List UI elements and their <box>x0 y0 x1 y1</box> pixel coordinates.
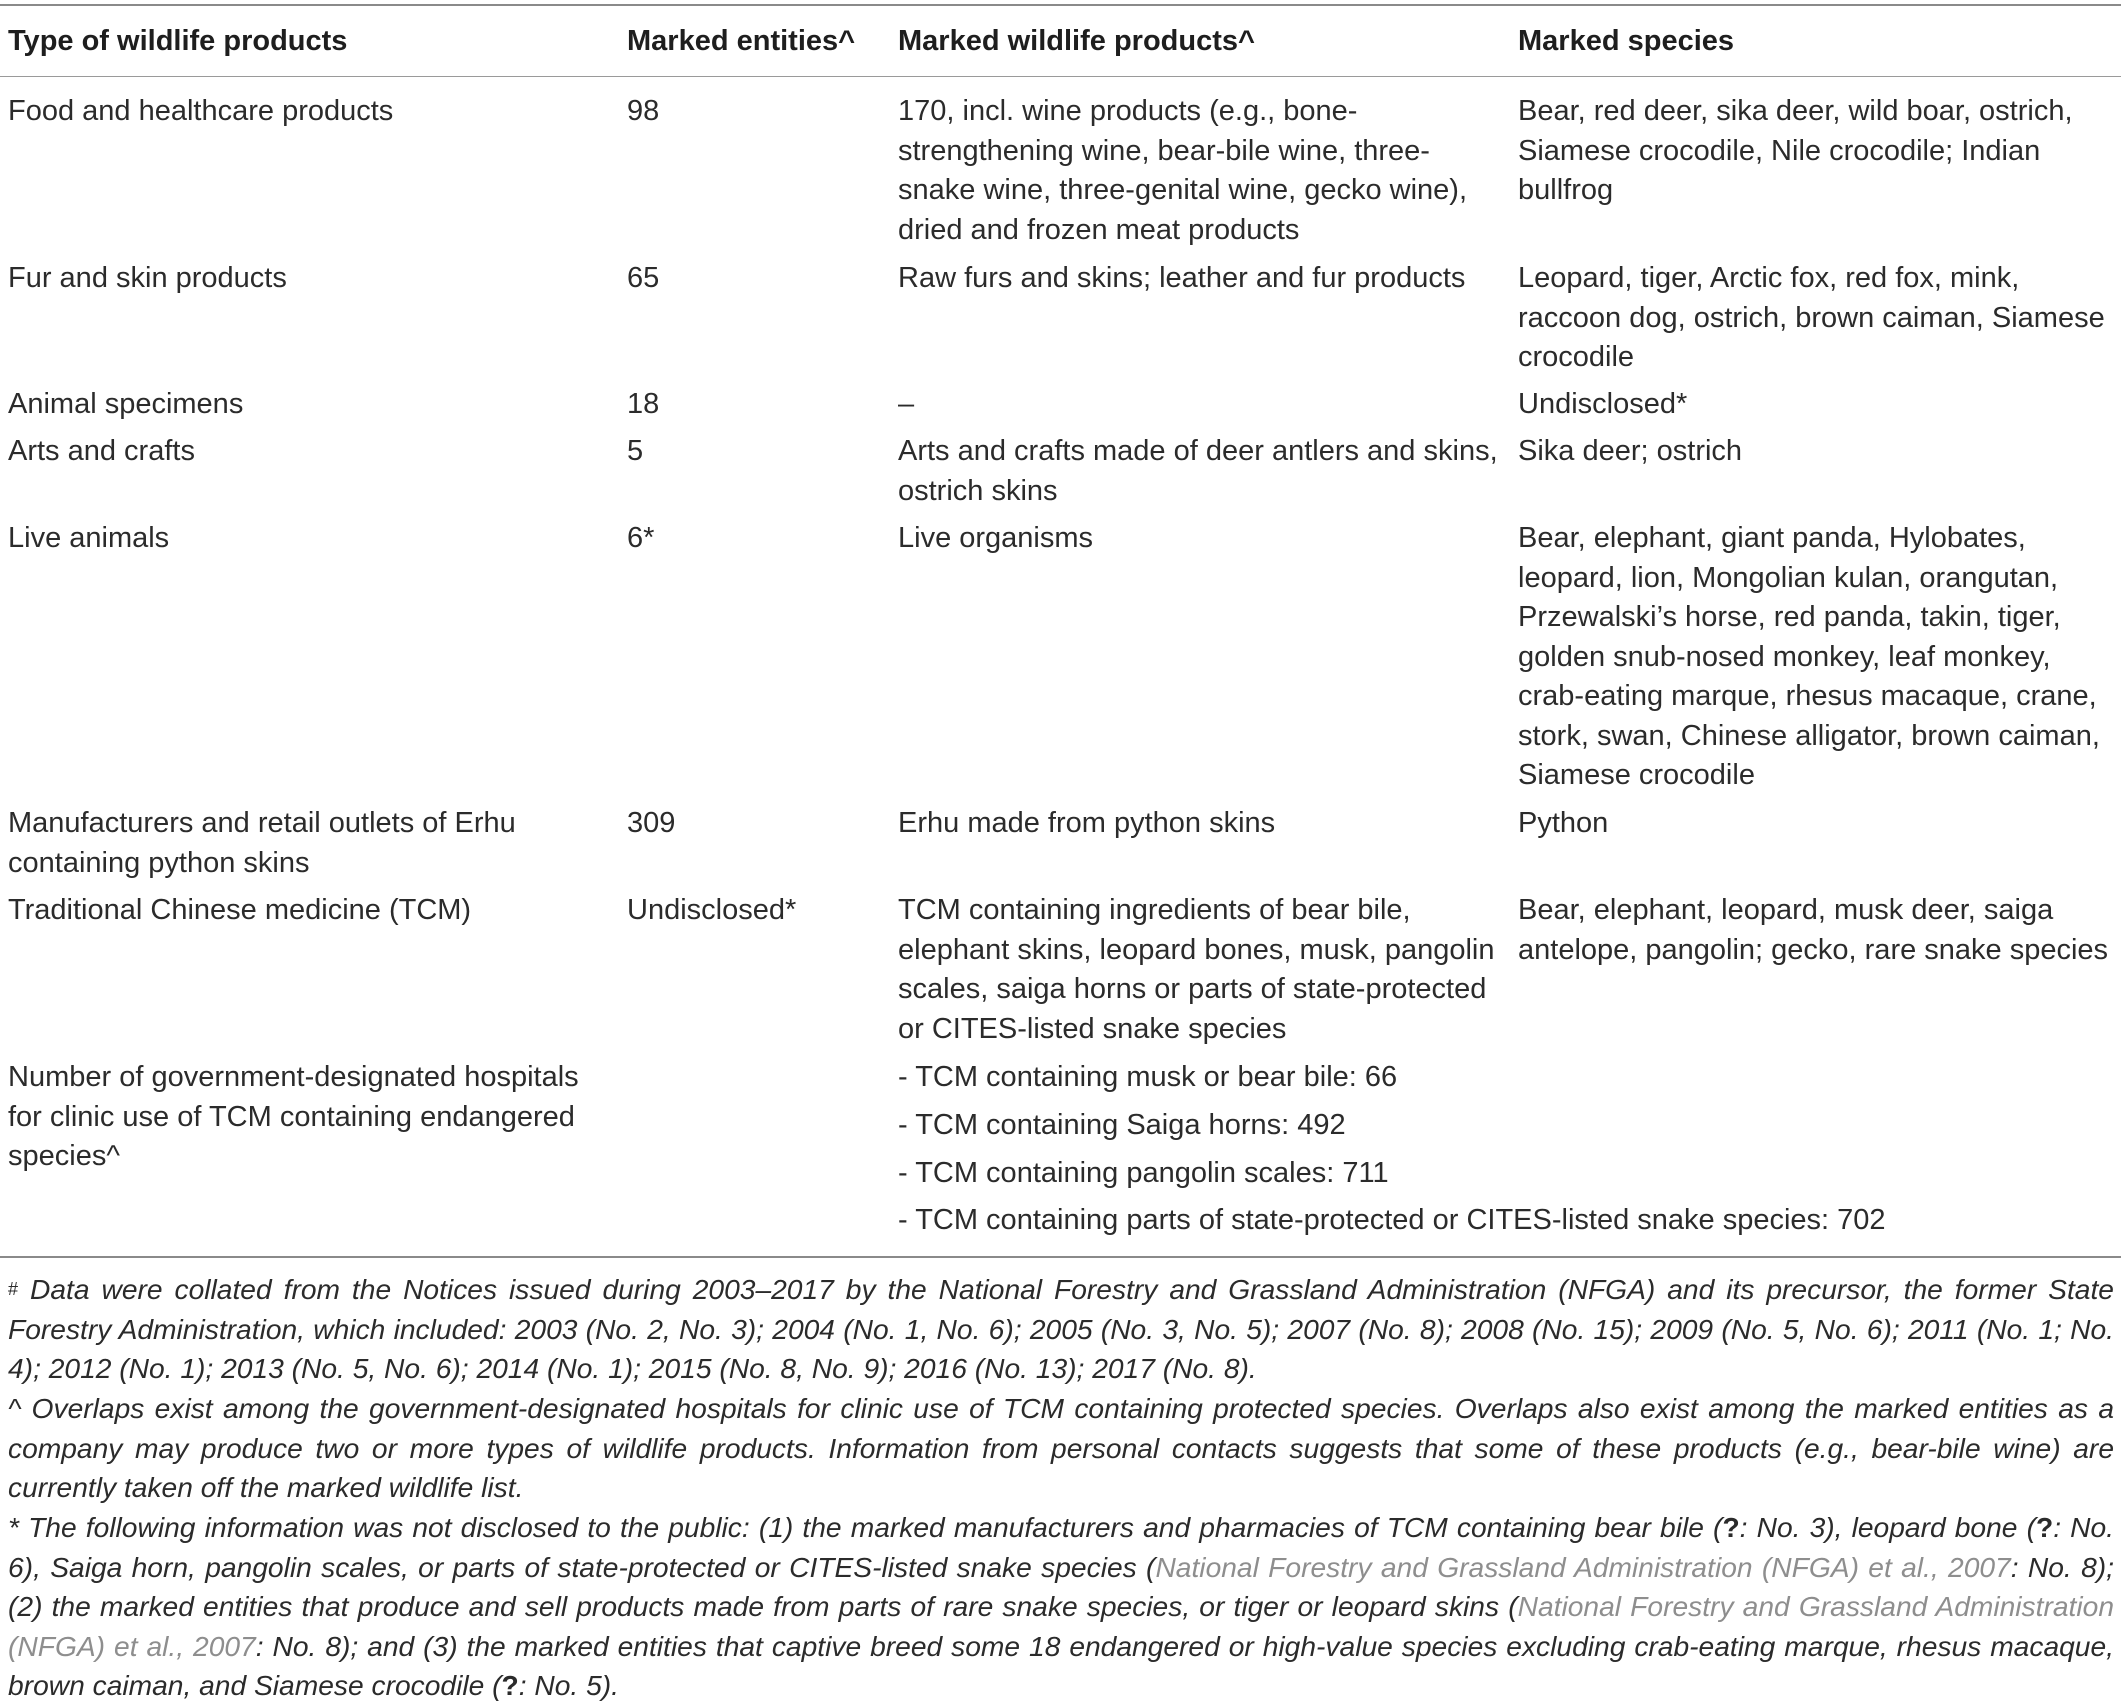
footnote-overlaps: ^ Overlaps exist among the government-designated hospitals for clinic use of TCM containing protected species. Overlaps also exist among the marked entities as a company may produce two or more types of wildlife products. Information from personal contacts suggests that some of these products (e.g., bear-bile wine) are currently taken off the marked wildlife list. <box>8 1392 2114 1503</box>
row-arts-products: Arts and crafts made of deer antlers and skins, ostrich skins <box>898 435 1498 507</box>
row-specimens-entities: 18 <box>627 388 660 420</box>
row-fur-entities: 65 <box>627 262 660 294</box>
hospital-item-musk: - TCM containing musk or bear bile: 66 <box>898 1061 1398 1093</box>
citation-link-nfga-2[interactable]: National Forestry and Grassland Administration (NFGA) et al., 2007 <box>8 1590 2114 1662</box>
missing-citation-icon: ? <box>2035 1511 2054 1543</box>
footnote-undisclosed <box>8 1508 2114 1706</box>
row-arts-type: Arts and crafts <box>8 435 195 467</box>
hospital-item-saiga: - TCM containing Saiga horns: 492 <box>898 1109 1346 1141</box>
header-divider <box>0 76 2121 77</box>
row-arts-entities: 5 <box>627 435 644 467</box>
row-food-entities: 98 <box>627 95 660 127</box>
row-fur-type: Fur and skin products <box>8 262 287 294</box>
row-live-products: Live organisms <box>898 522 1094 554</box>
table-bottom-rule <box>0 1256 2121 1258</box>
footnote-undisclosed-a: * The following information was not disclosed to the public: (1) the marked manufacturers and pharmacies of TCM containing bear bile ( <box>8 1511 1723 1543</box>
missing-citation-icon: ? <box>501 1669 519 1701</box>
header-entities: Marked entities^ <box>627 25 856 57</box>
row-arts-species: Sika deer; ostrich <box>1518 435 1743 467</box>
row-live-species: Bear, elephant, giant panda, Hylobates, leopard, lion, Mongolian kulan, orangutan, Przewalski’s horse, red panda, takin, tiger, golden snub-nosed monkey, leaf monkey, crab-eating marque, rhesus macaque, crane, stork, swan, Chinese alligator, brown caiman, Siamese crocodile <box>1518 522 2100 791</box>
table-top-rule <box>0 4 2121 6</box>
row-hospitals-type: Number of government-designated hospitals for clinic use of TCM containing endangered species^ <box>8 1061 579 1172</box>
footnote-hash-mark: # <box>8 1279 19 1299</box>
row-erhu-products: Erhu made from python skins <box>898 807 1276 839</box>
row-food-products: 170, incl. wine products (e.g., bone-strengthening wine, bear-bile wine, three-snake wine, three-genital wine, gecko wine), dried and frozen meat products <box>898 95 1468 246</box>
hospital-item-pangolin: - TCM containing pangolin scales: 711 <box>898 1157 1389 1189</box>
hospital-item-snake: - TCM containing parts of state-protected or CITES-listed snake species: 702 <box>898 1204 1886 1236</box>
row-food-type: Food and healthcare products <box>8 95 394 127</box>
missing-citation-icon: ? <box>1722 1511 1740 1543</box>
footnote-undisclosed-c: : No. 6), Saiga horn, pangolin scales, or parts of state-protected or CITES-listed snake species ( <box>8 1511 2115 1583</box>
header-type: Type of wildlife products <box>8 25 348 57</box>
row-erhu-type: Manufacturers and retail outlets of Erhu containing python skins <box>8 807 516 879</box>
row-tcm-type: Traditional Chinese medicine (TCM) <box>8 894 472 926</box>
row-live-entities: 6* <box>627 522 655 554</box>
header-species: Marked species <box>1518 25 1735 57</box>
row-fur-species: Leopard, tiger, Arctic fox, red fox, mink, raccoon dog, ostrich, brown caiman, Siamese crocodile <box>1518 262 2105 373</box>
footnote-undisclosed-f: : No. 5). <box>518 1669 619 1701</box>
citation-link-nfga-1[interactable]: National Forestry and Grassland Administration (NFGA) et al., 2007 <box>1155 1550 2011 1583</box>
row-erhu-species: Python <box>1518 807 1609 839</box>
footnote-data-source-text: Data were collated from the Notices issued during 2003–2017 by the National Forestry and Grassland Administration (NFGA) and its precursor, the former State Forestry Administration, which included: 2003 (No. 2, No. 3); 2004 (No. 1, No. 6); 2005 (No. 3, No. 5); 2007 (No. 8); 2008 (No. 15); 2009 (No. 5, No. 6); 2011 (No. 1; No. 4); 2012 (No. 1); 2013 (No. 5, No. 6); 2014 (No. 1); 2015 (No. 8, No. 9); 2016 (No. 13); 2017 (No. 8). <box>8 1273 2114 1384</box>
row-fur-products: Raw furs and skins; leather and fur products <box>898 262 1466 294</box>
row-tcm-entities: Undisclosed* <box>627 894 797 926</box>
footnote-undisclosed-b: : No. 3), leopard bone ( <box>1739 1511 2036 1543</box>
row-specimens-type: Animal specimens <box>8 388 244 420</box>
footnote-data-source <box>8 1270 2114 1389</box>
footnote-undisclosed-d: : No. 8); (2) the marked entities that produce and sell products made from parts of rare snake species, or tiger or leopard skins ( <box>8 1550 2114 1622</box>
row-specimens-species: Undisclosed* <box>1518 388 1688 420</box>
row-erhu-entities: 309 <box>627 807 676 839</box>
row-tcm-products: TCM containing ingredients of bear bile, elephant skins, leopard bones, musk, pangolin scales, saiga horns or parts of state-protected or CITES-listed snake species <box>898 894 1495 1045</box>
footnote-undisclosed-e: : No. 8); and (3) the marked entities that captive breed some 18 endangered or high-value species excluding crab-eating marque, rhesus macaque, brown caiman, and Siamese crocodile ( <box>8 1629 2114 1701</box>
row-tcm-species: Bear, elephant, leopard, musk deer, saiga antelope, pangolin; gecko, rare snake species <box>1518 894 2109 966</box>
row-specimens-products: – <box>898 388 915 420</box>
header-products: Marked wildlife products^ <box>898 25 1255 57</box>
row-live-type: Live animals <box>8 522 170 554</box>
row-food-species: Bear, red deer, sika deer, wild boar, ostrich, Siamese crocodile, Nile crocodile; Indian bullfrog <box>1518 95 2073 206</box>
